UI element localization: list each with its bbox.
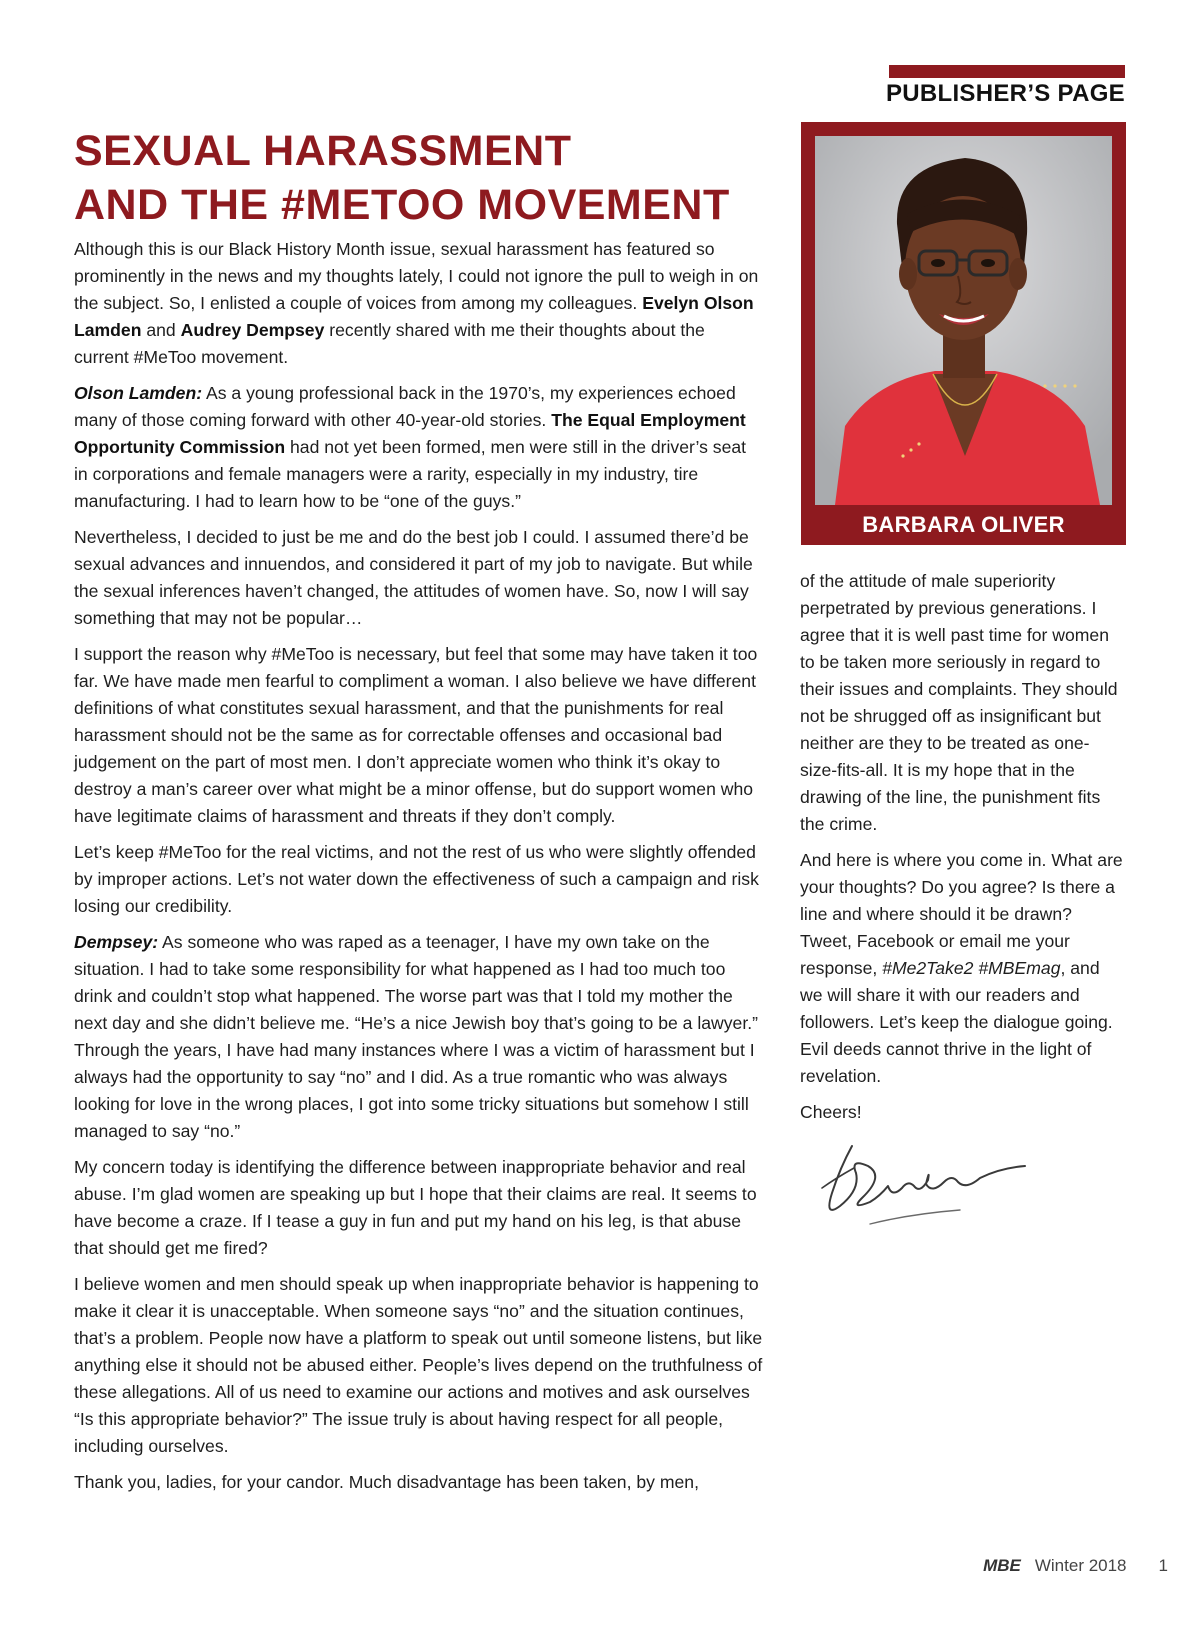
paragraph: Thank you, ladies, for your candor. Much disadvantage has been taken, by men, xyxy=(74,1472,699,1492)
magazine-name: MBE xyxy=(983,1556,1021,1575)
paragraph-intro: Although this is our Black History Month issue, sexual harassment has featured so prominently in the news and my thoughts lately, I could not ignore the pull to weigh in on the subject. So, I enlisted a couple of voices from among my colleagues. Evelyn Olson Lamden and Audrey Dempsey recently shared with me their thoughts about the current #MeToo movement. xyxy=(74,239,759,367)
paragraph: My concern today is identifying the difference between inappropriate behavior and real abuse. I’m glad women are speaking up but I hope that their claims are real. It seems to have become a craze. If I tease a guy in fun and put my hand on his leg, is that abuse that should get me fired? xyxy=(74,1157,757,1258)
page-title xyxy=(74,124,774,232)
name-olson-lamden: Evelyn Olson Lamden xyxy=(74,293,754,340)
eeoc-name: The Equal Employment Opportunity Commission xyxy=(74,410,746,457)
sidebar-column xyxy=(800,568,1125,1135)
paragraph: of the attitude of male superiority perpetrated by previous generations. I agree that it is well past time for women to be taken more seriously in regard to their issues and complaints. They should not be shrugged off as insignificant but neither are they to be treated as one-size-fits-all. It is my hope that in the drawing of the line, the punishment fits the crime. xyxy=(800,571,1118,834)
paragraph-call-to-action: And here is where you come in. What are your thoughts? Do you agree? Is there a line and where should it be drawn? Tweet, Facebook or email me your response, #Me2Take2 #MBEmag, and we will share it with our readers and followers. Let’s keep the dialogue going. Evil deeds cannot thrive in the light of revelation. xyxy=(800,850,1123,1086)
paragraph: Let’s keep #MeToo for the real victims, and not the rest of us who were slightly offended by improper actions. Let’s not water down the effectiveness of such a campaign and risk losing our credibility. xyxy=(74,842,759,916)
paragraph-olson-lamden: Olson Lamden: As a young professional back in the 1970’s, my experiences echoed many of those coming forward with other 40-year-old stories. The Equal Employment Opportunity Commission had not yet been formed, men were still in the driver’s seat in corporations and female managers were a rarity, especially in my industry, tire manufacturing. I had to learn how to be “one of the guys.” xyxy=(74,383,747,511)
portrait-illustration xyxy=(815,136,1112,505)
header-accent-bar xyxy=(889,65,1125,78)
page-footer xyxy=(900,1556,1168,1576)
section-label: PUBLISHER’S PAGE xyxy=(885,80,1125,107)
title-line-2: AND THE #METOO MOVEMENT xyxy=(74,181,730,229)
closing: Cheers! xyxy=(800,1102,862,1122)
publisher-photo-frame xyxy=(801,122,1126,545)
paragraph: I support the reason why #MeToo is necessary, but feel that some may have taken it too far. We have made men fearful to compliment a woman. I also believe we have different definitions of what constitutes sexual harassment, and that the punishments for real harassment should not be the same as for correctable offenses and occasional bad judgement on the part of most men. I don’t appreciate women who think it’s okay to destroy a man’s career over what might be a minor offense, but do support women who have legitimate claims of harassment and threats if they don’t comply. xyxy=(74,644,758,826)
title-line-1: SEXUAL HARASSMENT xyxy=(74,127,572,175)
page-number: 1 xyxy=(1158,1556,1168,1575)
speaker-label: Olson Lamden: xyxy=(74,383,203,403)
paragraph: I believe women and men should speak up when inappropriate behavior is happening to make it clear it is unacceptable. When someone says “no” and the situation continues, that’s a problem. People now have a platform to speak out until someone listens, but like anything else it should not be abused either. People’s lives depend on the truthfulness of these allegations. All of us need to examine our actions and motives and ask ourselves “Is this appropriate behavior?” The issue truly is about having respect for all people, including ourselves. xyxy=(74,1274,763,1456)
paragraph: Nevertheless, I decided to just be me and do the best job I could. I assumed there’d be sexual advances and innuendos, and considered it part of my job to navigate. But while the sexual inferences haven’t changed, the attitudes of women have. So, now I will say something that may not be popular… xyxy=(74,527,753,628)
hashtags: #Me2Take2 #MBEmag xyxy=(882,958,1061,978)
name-dempsey: Audrey Dempsey xyxy=(180,320,325,340)
issue-label: Winter 2018 xyxy=(1034,1556,1127,1575)
photo-caption: BARBARA OLIVER xyxy=(862,512,1065,537)
publisher-portrait xyxy=(815,136,1112,505)
article-body xyxy=(74,236,764,1505)
speaker-label: Dempsey: xyxy=(74,932,159,952)
paragraph-dempsey: Dempsey: As someone who was raped as a teenager, I have my own take on the situation. I had to take some responsibility for what happened as I had too much too drink and couldn’t stop what happened. The worse part was that I told my mother the next day and she didn’t believe me. “He’s a nice Jewish boy that’s going to be a lawyer.” Through the years, I have had many instances where I was a victim of harassment but I always had the opportunity to say “no” and I did. As a true romantic who was always looking for love in the wrong places, I got into some tricky situations but somehow I still managed to say “no.” xyxy=(74,932,758,1141)
signature-image xyxy=(810,1128,1030,1238)
